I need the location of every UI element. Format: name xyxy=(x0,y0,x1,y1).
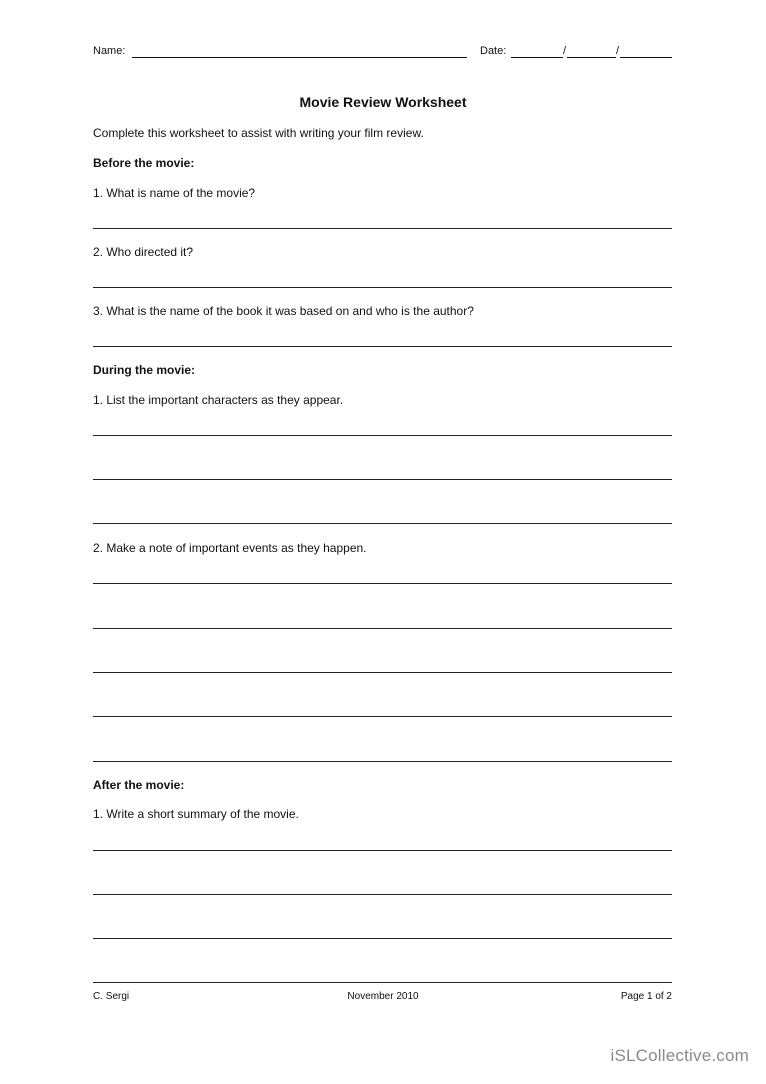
name-label: Name: xyxy=(93,45,126,57)
footer-author: C. Sergi xyxy=(93,991,130,1002)
answer-line[interactable] xyxy=(93,346,672,347)
question-during-2: 2. Make a note of important events as they happen. xyxy=(93,541,367,555)
date-separator-2: / xyxy=(616,45,620,57)
name-field-line[interactable] xyxy=(132,57,467,58)
answer-line[interactable] xyxy=(93,583,672,584)
intro-text: Complete this worksheet to assist with writing your film review. xyxy=(93,126,424,140)
footer-date: November 2010 xyxy=(347,991,419,1002)
page-title: Movie Review Worksheet xyxy=(299,94,467,110)
answer-line[interactable] xyxy=(93,894,672,895)
answer-line[interactable] xyxy=(93,850,672,851)
answer-line[interactable] xyxy=(93,761,672,762)
answer-line[interactable] xyxy=(93,228,672,229)
answer-line[interactable] xyxy=(93,523,672,524)
date-month-line[interactable] xyxy=(567,57,616,58)
answer-line[interactable] xyxy=(93,716,672,717)
section-heading-after: After the movie: xyxy=(93,778,185,792)
answer-line[interactable] xyxy=(93,672,672,673)
answer-line[interactable] xyxy=(93,938,672,939)
section-heading-during: During the movie: xyxy=(93,363,196,377)
date-separator-1: / xyxy=(563,45,567,57)
answer-line[interactable] xyxy=(93,479,672,480)
question-before-2: 2. Who directed it? xyxy=(93,245,194,259)
date-label: Date: xyxy=(480,45,507,57)
question-before-1: 1. What is name of the movie? xyxy=(93,186,256,200)
section-heading-before: Before the movie: xyxy=(93,156,195,170)
question-during-1: 1. List the important characters as they appear. xyxy=(93,393,344,407)
question-after-1: 1. Write a short summary of the movie. xyxy=(93,807,299,821)
answer-line[interactable] xyxy=(93,287,672,288)
date-year-line[interactable] xyxy=(620,57,672,58)
answer-line[interactable] xyxy=(93,435,672,436)
question-before-3: 3. What is the name of the book it was based on and who is the author? xyxy=(93,304,474,318)
footer-page-number: Page 1 of 2 xyxy=(620,991,672,1002)
date-day-line[interactable] xyxy=(511,57,563,58)
watermark: iSLCollective.com xyxy=(610,1046,749,1065)
answer-line[interactable] xyxy=(93,628,672,629)
answer-line[interactable] xyxy=(93,982,672,983)
